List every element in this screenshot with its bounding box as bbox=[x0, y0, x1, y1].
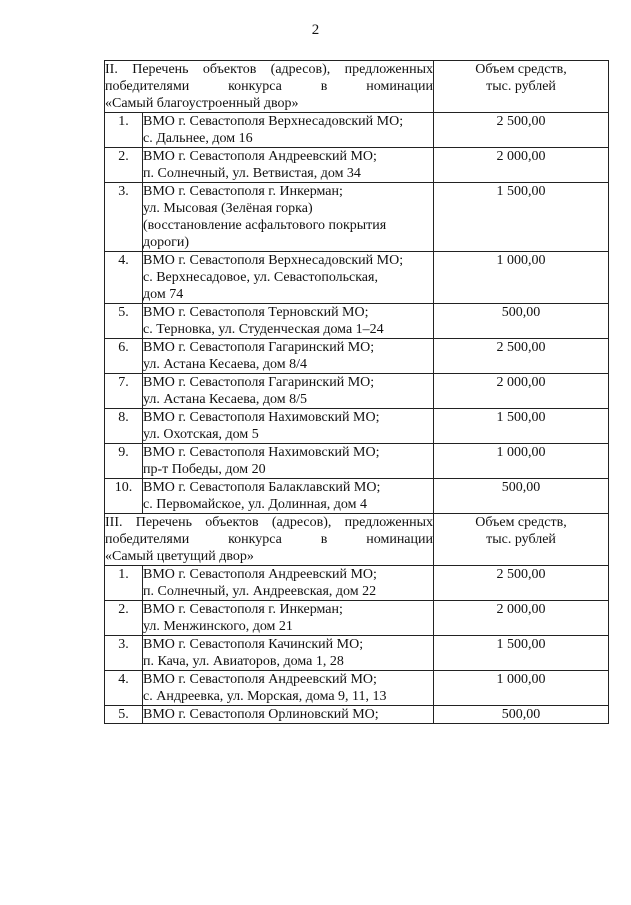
section-heading-line: победителями конкурса в номинации bbox=[105, 532, 433, 547]
address-line: п. Солнечный, ул. Андреевская, дом 22 bbox=[143, 584, 377, 599]
address-line: с. Верхнесадовое, ул. Севастопольская, bbox=[143, 270, 378, 285]
object-address bbox=[143, 148, 434, 183]
table-row bbox=[105, 636, 609, 671]
amount-value: 500,00 bbox=[434, 706, 609, 724]
amount-value: 1 500,00 bbox=[434, 409, 609, 444]
row-number: 6. bbox=[105, 339, 143, 374]
address-line: ВМО г. Севастополя Балаклавский МО; bbox=[143, 480, 381, 495]
address-line: (восстановление асфальтового покрытия bbox=[143, 218, 387, 233]
address-line: ул. Охотская, дом 5 bbox=[143, 427, 259, 442]
row-number: 2. bbox=[105, 601, 143, 636]
row-number: 7. bbox=[105, 374, 143, 409]
address-line: п. Солнечный, ул. Ветвистая, дом 34 bbox=[143, 166, 361, 181]
address-line: ВМО г. Севастополя Терновский МО; bbox=[143, 305, 369, 320]
amount-value: 2 000,00 bbox=[434, 374, 609, 409]
table-row bbox=[105, 601, 609, 636]
object-address bbox=[143, 479, 434, 514]
address-line: с. Первомайское, ул. Долинная, дом 4 bbox=[143, 497, 368, 512]
object-address bbox=[143, 252, 434, 304]
row-number: 1. bbox=[105, 113, 143, 148]
table-row bbox=[105, 148, 609, 183]
amount-value: 1 500,00 bbox=[434, 636, 609, 671]
address-line: ВМО г. Севастополя Нахимовский МО; bbox=[143, 445, 380, 460]
amount-value: 1 000,00 bbox=[434, 671, 609, 706]
object-address bbox=[143, 113, 434, 148]
address-line: ВМО г. Севастополя г. Инкерман; bbox=[143, 184, 343, 199]
amount-header-line: Объем средств, bbox=[475, 515, 567, 530]
object-address bbox=[143, 671, 434, 706]
amount-value: 1 000,00 bbox=[434, 444, 609, 479]
amount-value: 2 000,00 bbox=[434, 148, 609, 183]
object-address bbox=[143, 706, 434, 724]
row-number: 4. bbox=[105, 252, 143, 304]
page-number: 2 bbox=[311, 22, 320, 38]
row-number: 3. bbox=[105, 183, 143, 252]
row-number: 9. bbox=[105, 444, 143, 479]
amount-value: 2 500,00 bbox=[434, 113, 609, 148]
row-number: 2. bbox=[105, 148, 143, 183]
address-line: ул. Менжинского, дом 21 bbox=[143, 619, 293, 634]
section-heading bbox=[105, 514, 434, 566]
amount-value: 1 500,00 bbox=[434, 183, 609, 252]
amount-value: 2 000,00 bbox=[434, 601, 609, 636]
amount-value: 1 000,00 bbox=[434, 252, 609, 304]
section-header-row bbox=[105, 514, 609, 566]
amount-column-header bbox=[434, 61, 609, 113]
amount-column-header bbox=[434, 514, 609, 566]
section-header-row bbox=[105, 61, 609, 113]
row-number: 8. bbox=[105, 409, 143, 444]
amount-header-line: тыс. рублей bbox=[486, 79, 556, 94]
address-line: ВМО г. Севастополя Верхнесадовский МО; bbox=[143, 114, 404, 129]
amount-value: 500,00 bbox=[434, 304, 609, 339]
address-line: с. Дальнее, дом 16 bbox=[143, 131, 253, 146]
table-row bbox=[105, 252, 609, 304]
row-number: 10. bbox=[105, 479, 143, 514]
section-heading bbox=[105, 61, 434, 113]
section-heading-line: «Самый благоустроенный двор» bbox=[105, 96, 299, 111]
row-number: 1. bbox=[105, 566, 143, 601]
address-line: ВМО г. Севастополя г. Инкерман; bbox=[143, 602, 343, 617]
amount-header-line: Объем средств, bbox=[475, 62, 567, 77]
amount-value: 2 500,00 bbox=[434, 339, 609, 374]
table-row bbox=[105, 671, 609, 706]
object-address bbox=[143, 304, 434, 339]
table-row bbox=[105, 183, 609, 252]
table-row bbox=[105, 113, 609, 148]
address-line: с. Андреевка, ул. Морская, дома 9, 11, 13 bbox=[143, 689, 387, 704]
table-row bbox=[105, 444, 609, 479]
object-address bbox=[143, 636, 434, 671]
address-line: ВМО г. Севастополя Андреевский МО; bbox=[143, 567, 377, 582]
table-row bbox=[105, 409, 609, 444]
table-row bbox=[105, 304, 609, 339]
amount-value: 500,00 bbox=[434, 479, 609, 514]
table-row bbox=[105, 706, 609, 724]
section-heading-line: победителями конкурса в номинации bbox=[105, 79, 433, 94]
amount-value: 2 500,00 bbox=[434, 566, 609, 601]
address-line: ВМО г. Севастополя Орлиновский МО; bbox=[143, 707, 379, 722]
object-address bbox=[143, 601, 434, 636]
row-number: 5. bbox=[105, 304, 143, 339]
address-line: пр-т Победы, дом 20 bbox=[143, 462, 266, 477]
address-line: п. Кача, ул. Авиаторов, дома 1, 28 bbox=[143, 654, 344, 669]
address-line: ВМО г. Севастополя Андреевский МО; bbox=[143, 672, 377, 687]
amount-header-line: тыс. рублей bbox=[486, 532, 556, 547]
table-row bbox=[105, 374, 609, 409]
address-line: ВМО г. Севастополя Андреевский МО; bbox=[143, 149, 377, 164]
address-line: дом 74 bbox=[143, 287, 184, 302]
address-line: дороги) bbox=[143, 235, 190, 250]
object-address bbox=[143, 183, 434, 252]
object-address bbox=[143, 566, 434, 601]
section-heading-line: «Самый цветущий двор» bbox=[105, 549, 254, 564]
address-line: ВМО г. Севастополя Качинский МО; bbox=[143, 637, 364, 652]
row-number: 4. bbox=[105, 671, 143, 706]
row-number: 5. bbox=[105, 706, 143, 724]
object-address bbox=[143, 444, 434, 479]
object-address bbox=[143, 374, 434, 409]
section-heading-line: II. Перечень объектов (адресов), предложенных bbox=[105, 62, 433, 77]
table-row bbox=[105, 479, 609, 514]
address-line: ВМО г. Севастополя Гагаринский МО; bbox=[143, 375, 375, 390]
row-number: 3. bbox=[105, 636, 143, 671]
table-row bbox=[105, 339, 609, 374]
object-address bbox=[143, 339, 434, 374]
address-line: с. Терновка, ул. Студенческая дома 1–24 bbox=[143, 322, 384, 337]
section-heading-line: III. Перечень объектов (адресов), предложенных bbox=[105, 515, 433, 530]
address-line: ул. Астана Кесаева, дом 8/5 bbox=[143, 392, 307, 407]
address-line: ул. Астана Кесаева, дом 8/4 bbox=[143, 357, 307, 372]
address-line: ВМО г. Севастополя Верхнесадовский МО; bbox=[143, 253, 404, 268]
object-address bbox=[143, 409, 434, 444]
table-row bbox=[105, 566, 609, 601]
address-line: ВМО г. Севастополя Нахимовский МО; bbox=[143, 410, 380, 425]
objects-table bbox=[104, 60, 609, 724]
address-line: ВМО г. Севастополя Гагаринский МО; bbox=[143, 340, 375, 355]
address-line: ул. Мысовая (Зелёная горка) bbox=[143, 201, 313, 216]
